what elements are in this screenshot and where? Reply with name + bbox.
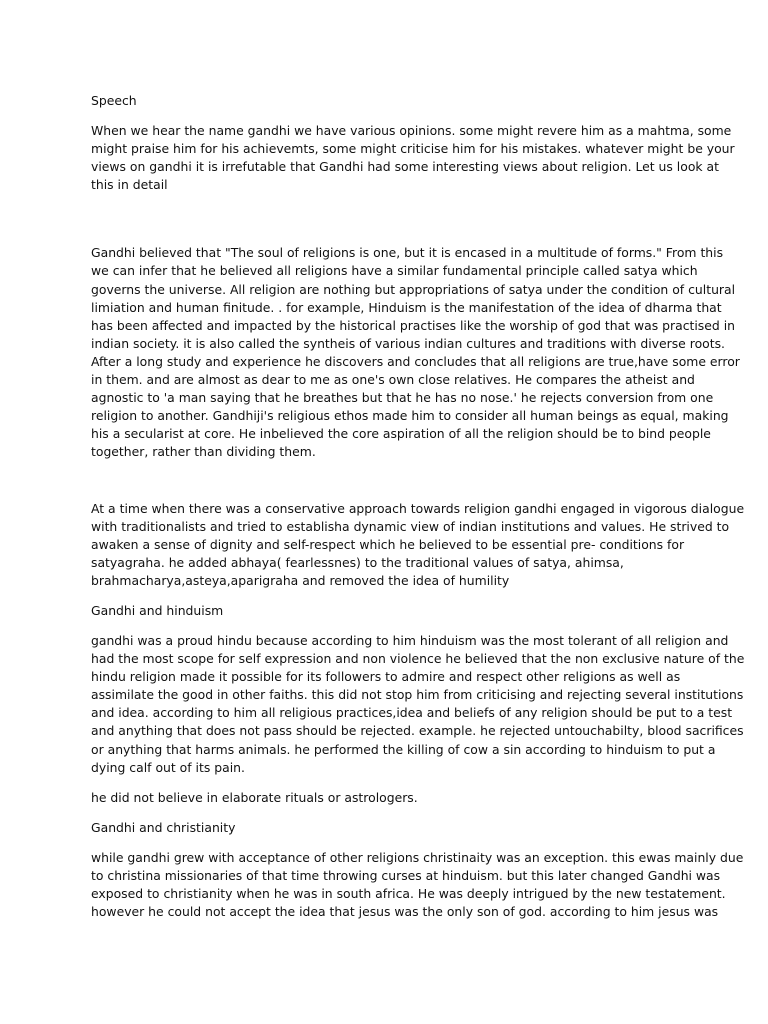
text-line: satyagraha. he added abhaya( fearlessnes) to the traditional values of satya, ahimsa, <box>91 554 624 570</box>
text-line: After a long study and experience he discovers and concludes that all religions are true,have some error <box>91 353 740 369</box>
conservative-approach-paragraph <box>91 500 745 590</box>
text-line: in them. and are almost as dear to me as one's own close relatives. He compares the atheist and <box>91 372 695 388</box>
christianity-paragraph <box>91 849 744 921</box>
text-line: indian society. it is also called the syntheis of various indian cultures and traditions with diverse roots. <box>91 335 725 351</box>
text-line: brahmacharya,asteya,aparigraha and removed the idea of humility <box>91 572 510 588</box>
text-line: together, rather than dividing them. <box>91 444 316 460</box>
text-line: his a secularist at core. He inbelieved the core aspiration of all the religion should be to bind people <box>91 426 711 442</box>
text-line: exposed to christianity when he was in south africa. He was deeply intrigued by the new testatement. <box>91 886 726 901</box>
text-line: he did not believe in elaborate rituals or astrologers. <box>91 789 418 805</box>
text-line: When we hear the name gandhi we have various opinions. some might revere him as a mahtma, some <box>91 123 732 138</box>
text-line: awaken a sense of dignity and self-respect which he believed to be essential pre- conditions for <box>91 536 685 552</box>
text-line: with traditionalists and tried to establisha dynamic view of indian institutions and values. He strived to <box>91 518 730 534</box>
text-line: might praise him for his achievemts, some might criticise him for his mistakes. whatever might be your <box>91 141 735 157</box>
text-line: and anything that does not pass should be rejected. example. he rejected untouchabilty, blood sacrifices <box>91 723 744 739</box>
text-line: assimilate the good in other faiths. this did not stop him from criticising and rejecting several institutions <box>91 687 744 703</box>
text-line: we can infer that he believed all religions have a similar fundamental principle called satya which <box>91 263 698 279</box>
text-line: views on gandhi it is irrefutable that Gandhi had some interesting views about religion. Let us look at <box>91 159 719 175</box>
text-line: to christina missionaries of that time throwing curses at hinduism. but this later changed Gandhi was <box>91 867 721 883</box>
text-line: while gandhi grew with acceptance of other religions christinaity was an exception. this ewas mainly due <box>91 849 744 865</box>
text-line: limiation and human finitude. . for example, Hinduism is the manifestation of the idea of dharma that <box>91 299 722 315</box>
text-line: Gandhi believed that "The soul of religions is one, but it is encased in a multitude of forms." From this <box>91 245 724 261</box>
text-line: At a time when there was a conservative approach towards religion gandhi engaged in vigorous dialogue <box>91 500 745 516</box>
text-line: dying calf out of its pain. <box>91 759 245 775</box>
text-line: and idea. according to him all religious practices,idea and beliefs of any religion should be put to a test <box>91 705 733 721</box>
hinduism-paragraph <box>91 632 745 777</box>
text-line: this in detail <box>91 177 168 193</box>
text-line: gandhi was a proud hindu because according to him hinduism was the most tolerant of all religion and <box>91 632 729 648</box>
text-line: agnostic to 'a man saying that he breathes but that he has no nose.' he rejects conversion from one <box>91 390 714 406</box>
text-line: governs the universe. All religion are nothing but appropriations of satya under the condition of cultural <box>91 281 736 297</box>
rituals-paragraph <box>91 789 681 807</box>
soul-of-religions-paragraph <box>91 244 740 461</box>
document-title: Speech <box>91 93 137 108</box>
text-line: had the most scope for self expression and non violence he believed that the non exclusive nature of the <box>91 651 745 667</box>
document-page <box>91 92 745 921</box>
text-line: has been affected and impacted by the historical practises like the worship of god that was practised in <box>91 317 735 333</box>
section-heading-hinduism: Gandhi and hinduism <box>91 602 224 618</box>
text-line: or anything that harms animals. he performed the killing of cow a sin according to hinduism to put a <box>91 741 716 757</box>
intro-paragraph <box>91 122 735 194</box>
text-line: hindu religion made it possible for its followers to admire and respect other religions as well as <box>91 669 681 685</box>
section-heading-christianity: Gandhi and christianity <box>91 819 236 835</box>
text-line: however he could not accept the idea that jesus was the only son of god. according to him jesus was <box>91 904 719 920</box>
text-line: religion to another. Gandhiji's religious ethos made him to consider all human beings as equal, making <box>91 408 729 424</box>
